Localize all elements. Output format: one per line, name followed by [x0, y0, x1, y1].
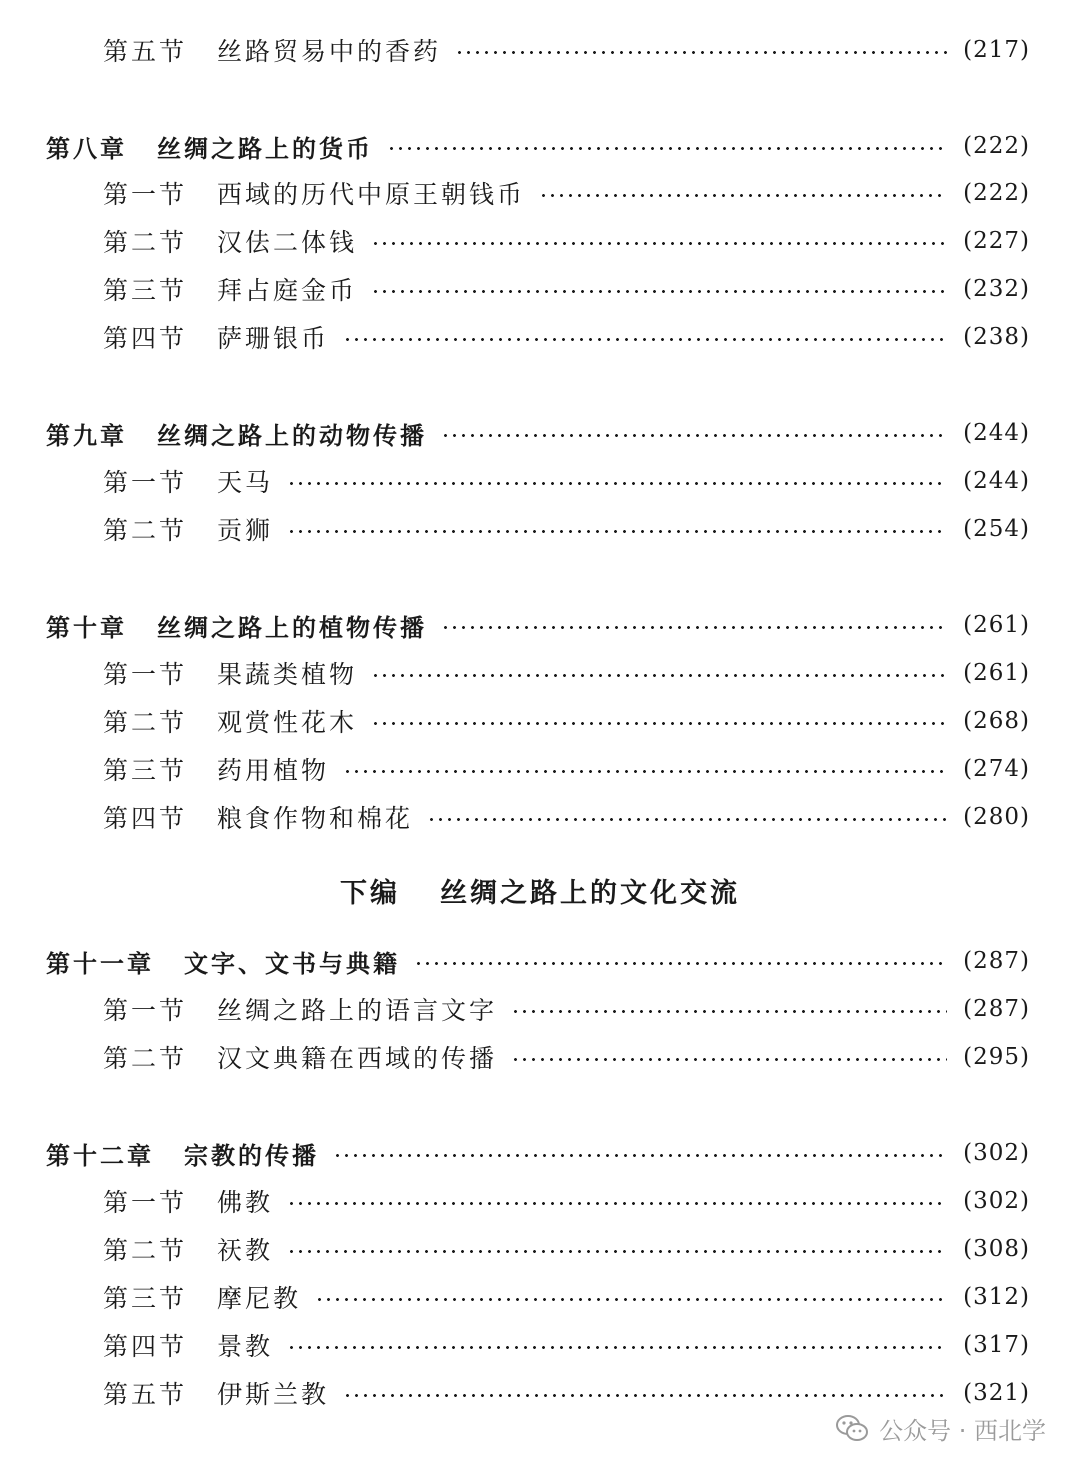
section-number: 第一节 — [103, 996, 188, 1025]
section-title: 果蔬类植物 — [217, 660, 358, 689]
dot-leader — [387, 147, 947, 150]
section-title: 西域的历代中原王朝钱币 — [217, 180, 526, 209]
section-title: 汉佉二体钱 — [217, 228, 358, 257]
section-title: 拜占庭金币 — [217, 276, 358, 305]
page-number: (254) — [963, 516, 1030, 542]
section-title: 药用植物 — [217, 756, 330, 785]
section-number: 第一节 — [103, 180, 188, 209]
chapter-number: 第十章 — [46, 613, 127, 642]
watermark-text: 公众号 · 西北学 — [879, 1416, 1046, 1445]
section-number: 第一节 — [103, 660, 188, 689]
page-number: (238) — [963, 324, 1030, 350]
dot-leader — [511, 1010, 947, 1013]
page-number: (232) — [963, 276, 1030, 302]
dot-leader — [287, 1202, 947, 1205]
dot-leader — [414, 962, 947, 965]
section-title: 佛教 — [217, 1188, 274, 1217]
toc-chapter-row[interactable] — [0, 941, 1080, 981]
chapter-number: 第八章 — [46, 134, 127, 163]
section-title: 粮食作物和棉花 — [217, 804, 414, 833]
section-number: 第一节 — [103, 468, 188, 497]
toc-chapter-row[interactable] — [0, 605, 1080, 645]
page-number: (261) — [963, 660, 1030, 686]
section-title: 摩尼教 — [217, 1284, 302, 1313]
section-title: 祆教 — [217, 1236, 274, 1265]
page-number: (217) — [963, 37, 1030, 63]
section-title: 天马 — [217, 468, 274, 497]
toc-section-row[interactable] — [0, 1325, 1080, 1365]
section-number: 第一节 — [103, 1188, 188, 1217]
chapter-number: 第九章 — [46, 421, 127, 450]
section-number: 第二节 — [103, 708, 188, 737]
page-number: (308) — [963, 1236, 1030, 1262]
toc-section-row[interactable] — [0, 1373, 1080, 1413]
section-number: 第二节 — [103, 1236, 188, 1265]
dot-leader — [441, 626, 947, 629]
page-number: (244) — [963, 468, 1030, 494]
dot-leader — [371, 674, 947, 677]
dot-leader — [539, 194, 947, 197]
section-title: 汉文典籍在西域的传播 — [217, 1044, 498, 1073]
page-number: (302) — [963, 1188, 1030, 1214]
section-number: 第四节 — [103, 324, 188, 353]
page-number: (280) — [963, 804, 1030, 830]
dot-leader — [287, 482, 947, 485]
page-number: (222) — [963, 133, 1030, 159]
section-title: 丝路贸易中的香药 — [217, 37, 442, 66]
dot-leader — [343, 338, 947, 341]
dot-leader — [511, 1058, 947, 1061]
section-number: 第四节 — [103, 1332, 188, 1361]
toc-section-row[interactable] — [0, 317, 1080, 357]
section-number: 第五节 — [103, 37, 188, 66]
section-number: 第二节 — [103, 516, 188, 545]
section-title: 萨珊银币 — [217, 324, 330, 353]
section-number: 第四节 — [103, 804, 188, 833]
toc-section-row[interactable] — [0, 461, 1080, 501]
toc-chapter-row[interactable] — [0, 126, 1080, 166]
page-number: (321) — [963, 1380, 1030, 1406]
toc-section-row[interactable] — [0, 269, 1080, 309]
part-title: 丝绸之路上的文化交流 — [440, 877, 740, 909]
page-number: (227) — [963, 228, 1030, 254]
chapter-number: 第十二章 — [46, 1141, 154, 1170]
dot-leader — [427, 818, 947, 821]
dot-leader — [287, 1346, 947, 1349]
page-number: (261) — [963, 612, 1030, 638]
part-number: 下编 — [340, 877, 400, 909]
section-title: 伊斯兰教 — [217, 1380, 330, 1409]
toc-section-row[interactable] — [0, 1277, 1080, 1317]
toc-section-row[interactable] — [0, 749, 1080, 789]
section-title: 丝绸之路上的语言文字 — [217, 996, 498, 1025]
toc-section-row[interactable] — [0, 653, 1080, 693]
dot-leader — [287, 530, 947, 533]
dot-leader — [371, 242, 947, 245]
dot-leader — [455, 51, 947, 54]
chapter-number: 第十一章 — [46, 949, 154, 978]
dot-leader — [315, 1298, 947, 1301]
page-number: (268) — [963, 708, 1030, 734]
section-number: 第二节 — [103, 228, 188, 257]
toc-section-row[interactable] — [0, 30, 1080, 70]
dot-leader — [343, 1394, 947, 1397]
section-number: 第三节 — [103, 276, 188, 305]
section-number: 第三节 — [103, 756, 188, 785]
toc-section-row[interactable] — [0, 797, 1080, 837]
dot-leader — [441, 434, 947, 437]
toc-section-row[interactable] — [0, 221, 1080, 261]
dot-leader — [287, 1250, 947, 1253]
dot-leader — [371, 290, 947, 293]
page-number: (287) — [963, 996, 1030, 1022]
page-number: (312) — [963, 1284, 1030, 1310]
toc-section-row[interactable] — [0, 1037, 1080, 1077]
part-heading — [0, 868, 1080, 912]
chapter-title: 丝绸之路上的货币 — [157, 134, 373, 163]
toc-section-row[interactable] — [0, 1181, 1080, 1221]
page-number: (295) — [963, 1044, 1030, 1070]
toc-section-row[interactable] — [0, 989, 1080, 1029]
watermark — [835, 1410, 1046, 1446]
page-number: (302) — [963, 1140, 1030, 1166]
section-number: 第二节 — [103, 1044, 188, 1073]
page-number: (244) — [963, 420, 1030, 446]
dot-leader — [343, 770, 947, 773]
page-number: (317) — [963, 1332, 1030, 1358]
chapter-title: 丝绸之路上的植物传播 — [157, 613, 427, 642]
chapter-title: 文字、文书与典籍 — [184, 949, 400, 978]
toc-chapter-row[interactable] — [0, 1133, 1080, 1173]
toc-section-row[interactable] — [0, 1229, 1080, 1269]
page-number: (287) — [963, 948, 1030, 974]
chapter-title: 宗教的传播 — [184, 1141, 319, 1170]
section-title: 观赏性花木 — [217, 708, 358, 737]
toc-section-row[interactable] — [0, 173, 1080, 213]
section-title: 景教 — [217, 1332, 274, 1361]
page-number: (222) — [963, 180, 1030, 206]
chapter-title: 丝绸之路上的动物传播 — [157, 421, 427, 450]
toc-section-row[interactable] — [0, 701, 1080, 741]
wechat-icon — [835, 1413, 869, 1443]
toc-chapter-row[interactable] — [0, 413, 1080, 453]
section-number: 第五节 — [103, 1380, 188, 1409]
toc-section-row[interactable] — [0, 509, 1080, 549]
dot-leader — [333, 1154, 947, 1157]
section-title: 贡狮 — [217, 516, 274, 545]
section-number: 第三节 — [103, 1284, 188, 1313]
page-number: (274) — [963, 756, 1030, 782]
dot-leader — [371, 722, 947, 725]
